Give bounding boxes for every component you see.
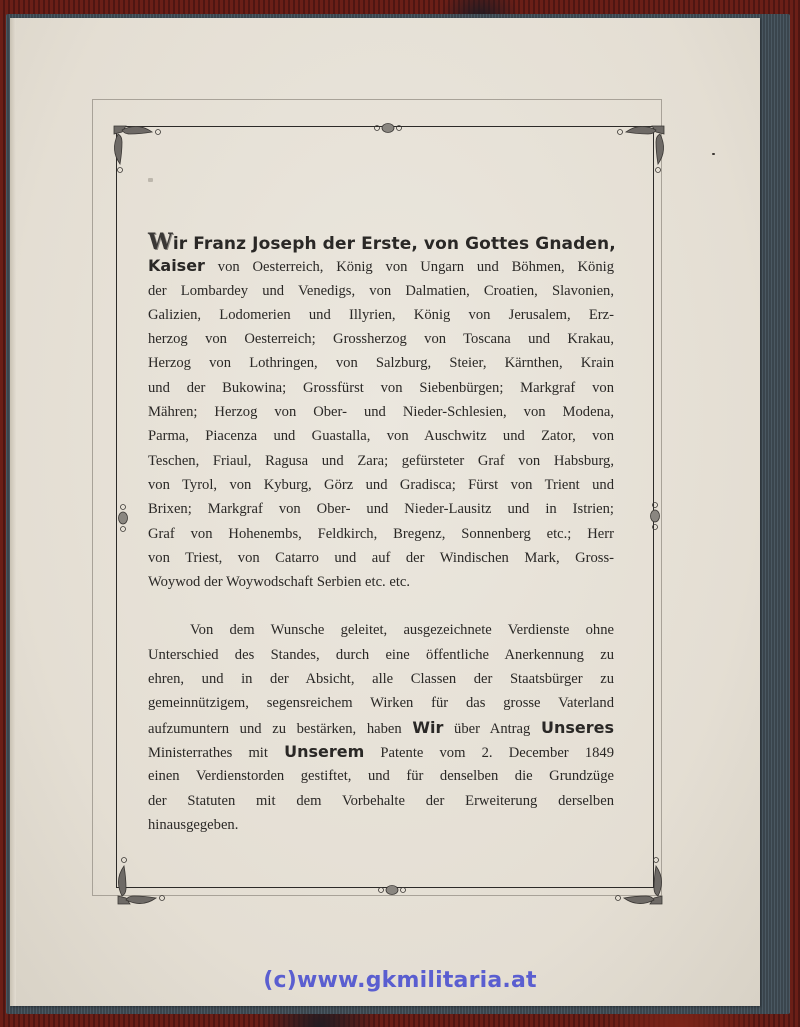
text-line: Mähren; Herzog von Ober- und Nieder-Schlesien, von Modena, [148, 404, 614, 421]
text-line: aufzumuntern und zu bestärken, haben Wir über Antrag Unseres [148, 717, 614, 737]
text-line: Kaiser von Oesterreich, König von Ungarn und Böhmen, König [148, 256, 614, 276]
corner-ornament-top-left-icon [108, 120, 168, 180]
text-line: von Tyrol, von Kyburg, Görz und Gradisca; Fürst von Trient und [148, 476, 614, 493]
decree-text [148, 230, 614, 837]
text-line: und der Bukowina; Grossfürst von Siebenbürgen; Markgraf von [148, 379, 614, 396]
bottom-center-ornament-icon [374, 884, 410, 896]
text-line: ehren, und in der Absicht, alle Classen der Staatsbürger zu [148, 671, 614, 688]
text-line: Woywod der Woywodschaft Serbien etc. etc. [148, 574, 411, 591]
text-line: Brixen; Markgraf von Ober- und Nieder-Lausitz und in Istrien; [148, 501, 614, 518]
paragraph-titles [148, 230, 614, 594]
corner-ornament-top-right-icon [610, 120, 670, 180]
text-line: Graf von Hohenembs, Feldkirch, Bregenz, Sonnenberg etc.; Herr [148, 525, 614, 542]
text-line: Herzog von Lothringen, von Salzburg, Steier, Kärnthen, Krain [148, 355, 614, 372]
corner-ornament-bottom-left-icon [112, 850, 172, 910]
paragraph-decree [148, 618, 614, 837]
text-line: der Statuten mit dem Vorbehalte der Erweiterung derselben [148, 792, 614, 809]
corner-ornament-bottom-right-icon [608, 850, 668, 910]
paper-speck [148, 178, 153, 182]
page-gutter [10, 18, 16, 1006]
text-line: herzog von Oesterreich; Grossherzog von Toscana und Krakau, [148, 331, 614, 348]
watermark-text: (c)www.gkmilitaria.at [263, 968, 537, 993]
text-line: Parma, Piacenza und Guastalla, von Auschwitz und Zator, von [148, 428, 614, 445]
bold-word: Wir [412, 717, 444, 737]
bold-word: Unserem [284, 741, 365, 761]
paper-speck [712, 153, 715, 155]
text-line: gemeinnützigem, segensreichem Wirken für das grosse Vaterland [148, 695, 614, 712]
bold-word: Kaiser [148, 256, 205, 276]
top-center-ornament-icon [370, 122, 406, 134]
text-line: Unterschied des Standes, durch eine öffentliche Anerkennung zu [148, 646, 614, 663]
text-line: Von dem Wunsche geleitet, ausgezeichnete Verdienste ohne [190, 622, 614, 639]
text-line: der Lombardey und Venedigs, von Dalmatien, Croatien, Slavonien, [148, 282, 614, 299]
text-line: Ministerrathes mit Unserem Patente vom 2. December 1849 [148, 741, 615, 761]
left-center-ornament-icon [117, 500, 129, 536]
text-line: einen Verdienstorden gestiftet, und für denselben die Grundzüge [148, 768, 614, 785]
text-line: hinausgegeben. [148, 816, 239, 833]
decorative-initial: W [148, 229, 173, 255]
right-center-ornament-icon [649, 498, 661, 534]
text-line: Galizien, Lodomerien und Illyrien, König von Jerusalem, Erz- [148, 306, 614, 323]
bold-word: Unseres [540, 717, 614, 737]
text-line: Teschen, Friaul, Ragusa und Zara; gefürsteter Graf von Habsburg, [148, 452, 614, 469]
text-line: von Triest, von Catarro und auf der Windischen Mark, Gross- [148, 549, 614, 566]
text-line: Wir Franz Joseph der Erste, von Gottes Gnaden, [148, 229, 616, 255]
